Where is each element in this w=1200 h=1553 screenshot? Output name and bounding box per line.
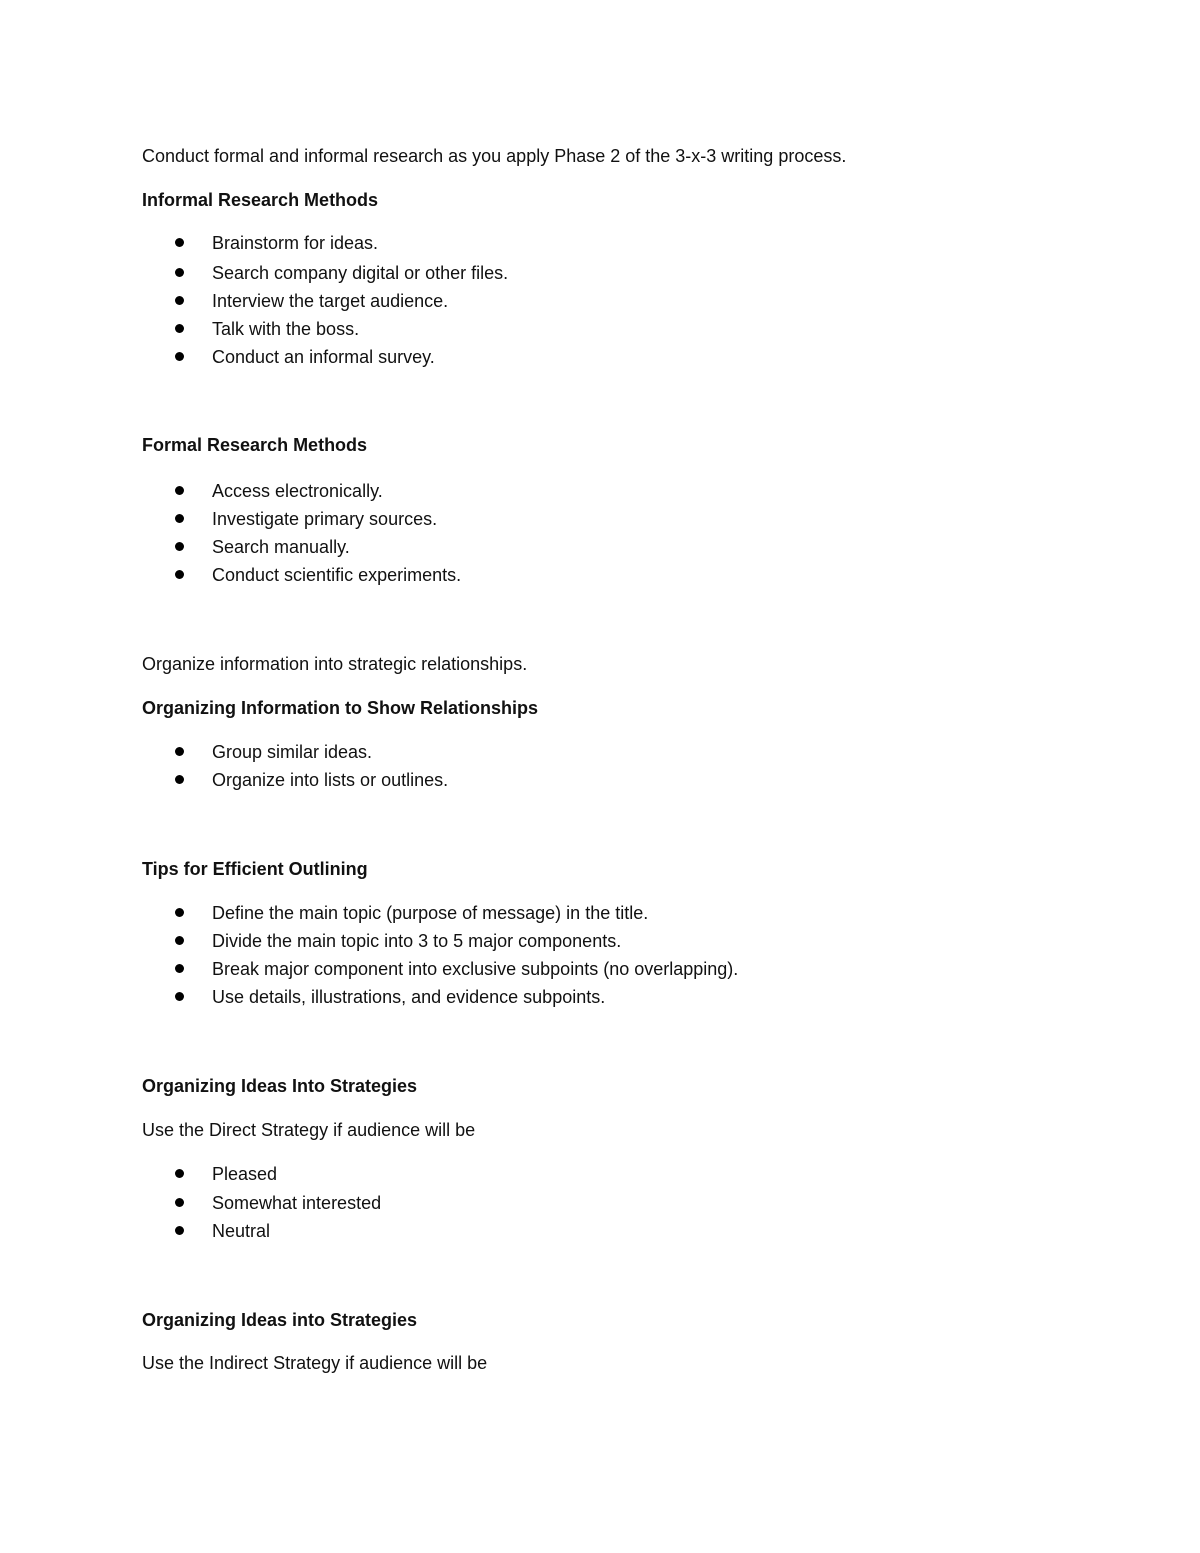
bullet-icon — [175, 296, 184, 305]
heading-indirect-strategy: Organizing Ideas into Strategies — [142, 1310, 418, 1330]
list-item — [0, 901, 1200, 925]
bullet-icon — [175, 486, 184, 495]
list-item — [0, 1219, 1200, 1243]
list-item-text: Neutral — [212, 1221, 271, 1241]
list-item-text: Conduct an informal survey. — [212, 347, 435, 367]
list-item — [0, 535, 1200, 559]
indirect-strategy-lead: Use the Indirect Strategy if audience will be — [142, 1353, 488, 1373]
bullet-icon — [175, 936, 184, 945]
bullet-icon — [175, 542, 184, 551]
list-item — [0, 929, 1200, 953]
list-item-text: Search manually. — [212, 537, 350, 557]
list-item — [0, 289, 1200, 313]
intro-paragraph-research: Conduct formal and informal research as you apply Phase 2 of the 3-x-3 writing process. — [142, 146, 847, 166]
list-item — [0, 1162, 1200, 1186]
list-item-text: Talk with the boss. — [212, 319, 360, 339]
heading-organizing-information: Organizing Information to Show Relationships — [142, 698, 538, 718]
heading-formal-research-methods: Formal Research Methods — [142, 435, 368, 455]
bullet-icon — [175, 514, 184, 523]
list-item-text: Search company digital or other files. — [212, 263, 509, 283]
bullet-icon — [175, 1198, 184, 1207]
bullet-icon — [175, 570, 184, 579]
list-item-text: Use details, illustrations, and evidence subpoints. — [212, 987, 606, 1007]
list-item-text: Investigate primary sources. — [212, 509, 438, 529]
heading-tips-outlining: Tips for Efficient Outlining — [142, 859, 368, 879]
list-item — [0, 985, 1200, 1009]
bullet-icon — [175, 992, 184, 1001]
list-item-text: Group similar ideas. — [212, 742, 373, 762]
bullet-icon — [175, 324, 184, 333]
bullet-icon — [175, 268, 184, 277]
list-item — [0, 563, 1200, 587]
list-item — [0, 1191, 1200, 1215]
list-item-text: Access electronically. — [212, 481, 383, 501]
list-item — [0, 231, 1200, 255]
list-item-text: Conduct scientific experiments. — [212, 565, 462, 585]
list-item-text: Define the main topic (purpose of message) in the title. — [212, 903, 649, 923]
list-item — [0, 740, 1200, 764]
list-item — [0, 479, 1200, 503]
list-item-text: Break major component into exclusive subpoints (no overlapping). — [212, 959, 739, 979]
list-item — [0, 957, 1200, 981]
list-item-text: Brainstorm for ideas. — [212, 233, 379, 253]
bullet-icon — [175, 352, 184, 361]
list-item-text: Somewhat interested — [212, 1193, 382, 1213]
bullet-icon — [175, 238, 184, 247]
bullet-icon — [175, 1226, 184, 1235]
list-item-text: Divide the main topic into 3 to 5 major components. — [212, 931, 622, 951]
list-item — [0, 261, 1200, 285]
list-item-text: Organize into lists or outlines. — [212, 770, 449, 790]
list-item — [0, 317, 1200, 341]
list-item — [0, 768, 1200, 792]
bullet-icon — [175, 908, 184, 917]
list-item-text: Pleased — [212, 1164, 278, 1184]
intro-paragraph-organize: Organize information into strategic relationships. — [142, 654, 528, 674]
heading-informal-research-methods: Informal Research Methods — [142, 190, 379, 210]
list-item — [0, 507, 1200, 531]
bullet-icon — [175, 775, 184, 784]
bullet-icon — [175, 964, 184, 973]
heading-direct-strategy: Organizing Ideas Into Strategies — [142, 1076, 418, 1096]
bullet-icon — [175, 747, 184, 756]
bullet-icon — [175, 1169, 184, 1178]
list-item — [0, 345, 1200, 369]
direct-strategy-lead: Use the Direct Strategy if audience will be — [142, 1120, 476, 1140]
list-item-text: Interview the target audience. — [212, 291, 449, 311]
